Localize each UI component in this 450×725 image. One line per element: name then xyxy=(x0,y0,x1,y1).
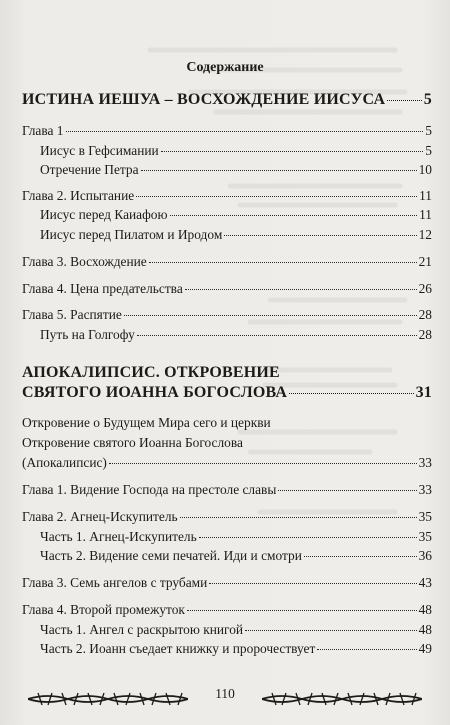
dot-leader xyxy=(289,393,414,394)
toc-entry-section[interactable]: Иисус перед Каиафою 11 xyxy=(40,207,432,222)
dot-leader xyxy=(136,196,417,197)
toc-entry-revelation-line1[interactable]: Откровение святого Иоанна Богослова xyxy=(22,435,243,450)
toc-entry-chapter[interactable]: Глава 3. Семь ангелов с трубами 43 xyxy=(22,575,432,590)
dot-leader xyxy=(149,262,417,263)
dot-leader xyxy=(187,610,417,611)
toc-entry-section-title[interactable]: Откровение о Будущем Мира сего и церкви xyxy=(22,415,271,430)
dot-leader xyxy=(124,315,417,316)
dot-leader xyxy=(245,630,417,631)
dot-leader xyxy=(109,463,417,464)
dot-leader xyxy=(66,131,424,132)
toc-entry-chapter[interactable]: Глава 4. Цена предательства 26 xyxy=(22,281,432,296)
dot-leader xyxy=(161,151,424,152)
crown-of-thorns-ornament-right-icon xyxy=(262,692,422,706)
dot-leader xyxy=(170,215,418,216)
toc-entry-section[interactable]: Отречение Петра 10 xyxy=(40,162,432,177)
dot-leader xyxy=(137,335,417,336)
toc-entry-chapter[interactable]: Глава 3. Восхождение 21 xyxy=(22,254,432,269)
dot-leader xyxy=(387,100,422,101)
toc-entry-chapter[interactable]: Глава 2. Агнец-Искупитель 35 xyxy=(22,509,432,524)
dot-leader xyxy=(304,556,417,557)
toc-entry-chapter[interactable]: Глава 1. Видение Господа на престоле славы 33 xyxy=(22,482,432,497)
dot-leader xyxy=(199,537,417,538)
dot-leader xyxy=(317,649,416,650)
toc-entry-section[interactable]: Путь на Голгофу 28 xyxy=(40,327,432,342)
toc-entry-chapter[interactable]: Глава 4. Второй промежуток 48 xyxy=(22,602,432,617)
toc-entry-section[interactable]: Часть 1. Ангел с раскрытою книгой 48 xyxy=(40,622,432,637)
toc-entry-section[interactable]: Часть 2. Видение семи печатей. Иди и смотри 36 xyxy=(40,548,432,563)
toc-entry-part-1[interactable]: ИСТИНА ИЕШУА – ВОСХОЖДЕНИЕ ИИСУСА 5 xyxy=(22,91,432,108)
toc-entry-chapter[interactable]: Глава 1 5 xyxy=(22,123,432,138)
toc-entry-part-2-line1[interactable]: АПОКАЛИПСИС. ОТКРОВЕНИЕ xyxy=(22,364,280,381)
toc-entry-section[interactable]: Часть 1. Агнец-Искупитель 35 xyxy=(40,529,432,544)
dot-leader xyxy=(278,490,416,491)
toc-entry-revelation[interactable]: (Апокалипсис) 33 xyxy=(22,455,432,470)
toc-entry-part-2[interactable]: СВЯТОГО ИОАННА БОГОСЛОВА 31 xyxy=(22,384,432,401)
toc-entry-chapter[interactable]: Глава 2. Испытание 11 xyxy=(22,188,432,203)
toc-entry-section[interactable]: Иисус перед Пилатом и Иродом 12 xyxy=(40,227,432,242)
toc-entry-section[interactable]: Иисус в Гефсимании 5 xyxy=(40,143,432,158)
page-number: 110 xyxy=(215,686,235,701)
toc-entry-section[interactable]: Часть 2. Иоанн съедает книжку и пророчествует 49 xyxy=(40,641,432,656)
toc-entry-chapter[interactable]: Глава 5. Распятие 28 xyxy=(22,307,432,322)
toc-heading: Содержание xyxy=(186,60,264,75)
dot-leader xyxy=(224,235,416,236)
page-footer xyxy=(0,686,450,710)
dot-leader xyxy=(180,517,417,518)
dot-leader xyxy=(185,289,417,290)
dot-leader xyxy=(141,170,417,171)
dot-leader xyxy=(209,583,416,584)
